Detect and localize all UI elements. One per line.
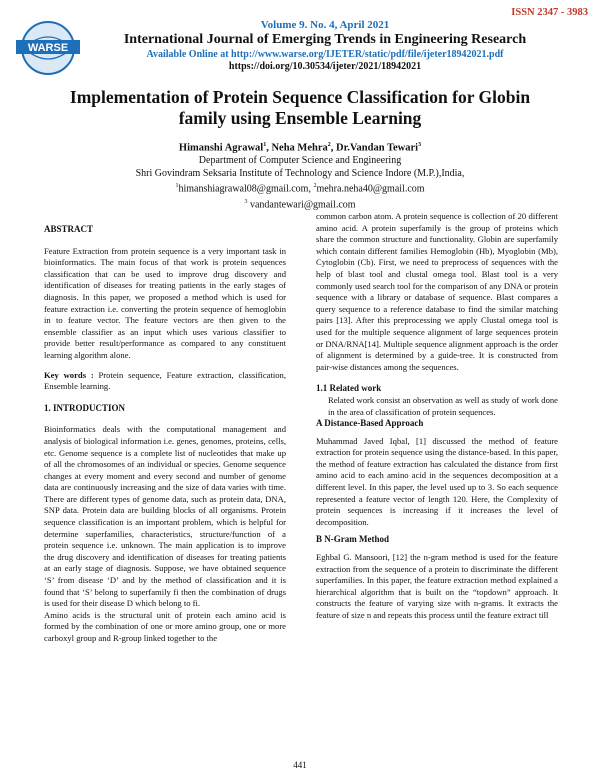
left-column [44,224,286,645]
email-3[interactable]: vandantewari@gmail.com [247,199,356,211]
email-2-sup: 2 [313,183,317,189]
email-1-sup: 1 [175,183,179,189]
author-1-sup: 1 [263,142,267,148]
author-sep-2: , [330,142,336,154]
journal-header [90,15,560,72]
author-3: Dr.Vandan Tewari [336,142,419,154]
intro-paragraph-2: Amino acids is the structural unit of protein each amino acid is formed by the combination of one or more amino group, one or more carboxyl group and R-group linked together to the [44,609,286,643]
department: Department of Computer Science and Engineering [198,155,402,166]
email-3-sup: 3 [244,198,248,205]
related-work-text: Related work consist an observation as well as study of work done in the area of classification of protein sequences. [328,394,558,417]
issn-label: ISSN 2347 - 3983 [511,7,588,18]
email-2[interactable]: mehra.neha40@gmail.com [316,183,425,195]
author-block [40,139,560,212]
title-line-1: Implementation of Protein Sequence Classification for Globin [69,87,531,107]
warse-logo [10,18,86,82]
distance-approach-heading: A Distance-Based Approach [316,418,424,429]
author-2-sup: 2 [327,142,331,148]
journal-title: International Journal of Emerging Trends in Engineering Research [123,32,527,47]
distance-approach-text: Muhammad Javed Iqbal, [1] discussed the method of feature extraction for protein sequence using the distance-based. In this paper, the method of feature extraction has calculated the distance from first amino acid to each amino acid in the sequences decomposition at a different level. In this paper, the level used up to 3. So each sequence represented a feature vector of length 120. Here, the Complexity of protein sequences is increasing if it increases the level of decomposition. [316,435,558,527]
email-1[interactable]: himanshiagrawal08@gmail.com, [178,183,314,195]
author-1: Himanshi Agrawal [178,142,264,154]
online-link[interactable]: Available Online at http://www.warse.org/IJETER/static/pdf/file/ijeter18942021.pdf [146,49,504,60]
author-3-sup: 3 [418,142,422,148]
author-sep-1: , [266,142,272,154]
keywords [44,370,286,393]
related-work-heading: 1.1 Related work [316,383,382,394]
ngram-heading: B N-Gram Method [316,534,389,545]
author-names [40,139,560,155]
abstract-heading: ABSTRACT [44,224,94,234]
abstract-text: Feature Extraction from protein sequence is a very important task in bioinformatics. The main focus of that work is protein sequences classification that can be used to improve drug discovery and identification of diseases for treating patients in the early stages of diagnosis. In this paper, we proposed a method which is used for feature extraction i.e. converting the protein sequence of hemoglobin in to feature vector. The feature vectors are then given to the ensemble classifier as an input which uses various classifier to provide better result/performance as compared to any constituent learning algorithm alone. [44,245,286,360]
paper-title [40,87,560,129]
continued-paragraph: common carbon atom. A protein sequence is collection of 20 different amino acid. A protein superfamily is the group of proteins which share the common structure and functionality. Globin are superfamily which contain different families Hemoglobin (Hb), Myoglobin (Mb), Cytoglobin (Cb). First, we need to preprocess of sequences with the help of blast tool and clustal omega tool. Blast tool is a very commonly used search tool for the comparison of any DNA or protein sequence with a library or database of sequence. Blast compares a query sequence to a reference database to find the similar matching pairs [13]. After this preprocessing we apply Clustal omega tool is used for the multiple sequence alignment of large sequences protein or DNA/RNA[14]. Multiple sequence alignment approach is the order of alignment is determined by a guide-tree. It is constructed from pair-wise distances among the sequences. [316,211,558,372]
logo-text: WARSE [27,42,69,54]
intro-paragraph-1: Bioinformatics deals with the computational management and analysis of biological information i.e. genes, genomes, proteins, cells, etc. Genome sequence is a complete list of nucleotides that make up of all the chromosomes of an individual or species. Genome sequence changes at every moment and every second and number of genome data are continuously increasing and the size of data varies with time. There are different types of genome data, such as protein data, DNA, SNP data. Protein data are building blocks of all organisms. Protein sequence classification is an important problem, which is helpful for determine superfamilies, characteristics, structure/function of a protein sequence i.e. unknown. The main application is to improve the drug discovery and identification of diseases for treating patients at an early stage of diagnosis. Suppose, we have obtained sequence ‘S’ from disease ‘D’ and by the method of classification and it is found that ‘S’ belong to superfamily fi then the combination of drugs is used for their disease D which belong to fi. [44,424,286,609]
doi-link[interactable]: https://doi.org/10.30534/ijeter/2021/18942021 [228,61,422,72]
keywords-text: Protein sequence, Feature extraction, classification, Ensemble learning. [44,369,286,392]
ngram-text: Eghbal G. Mansoori, [12] the n-gram method is used for the feature extraction from the sequence of a protein to discriminate the different superfamilies. In this paper, the feature extraction method explained a hierarchical algorithm that is built on the “topdown” approach. It constructs the feature of varying size with n-grams. It extracts the feature of size n and repeats this process until the feature extract till [316,552,558,620]
page-number: 441 [293,760,307,770]
volume-line: Volume 9. No. 4, April 2021 [260,19,390,31]
right-column [316,211,558,622]
institute: Shri Govindram Seksaria Institute of Technology and Science Indore (M.P.),India, [135,167,465,179]
author-2: Neha Mehra [271,142,328,154]
title-line-2: family using Ensemble Learning [178,108,422,128]
keywords-label: Key words : [44,369,94,380]
intro-heading: 1. INTRODUCTION [44,402,126,413]
emails-line-2 [40,196,560,212]
emails-line-1 [40,180,560,196]
